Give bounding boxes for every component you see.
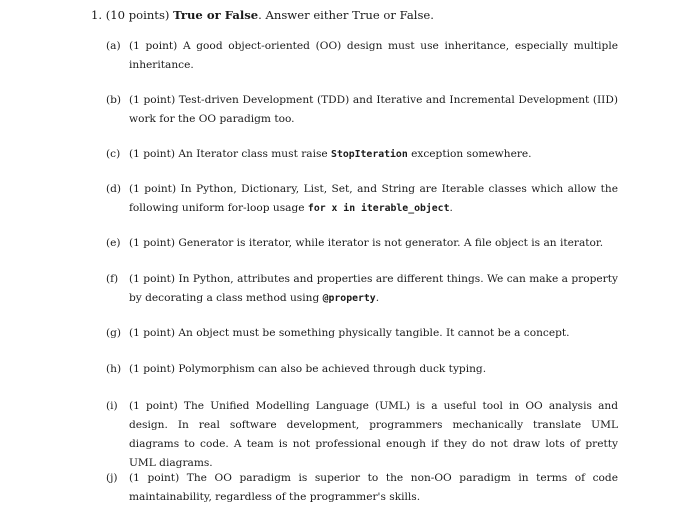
item-label: (j) <box>106 472 118 484</box>
question-title: True or False <box>173 8 259 22</box>
item-points: (1 point) <box>129 273 176 285</box>
item-text: A good object-oriented (OO) design must use inheritance, especially multiple inheritance. <box>129 40 618 71</box>
item-text-after: exception somewhere. <box>407 148 532 160</box>
item-points: (1 point) <box>129 183 177 195</box>
item-body <box>129 145 618 164</box>
item-points: (1 point) <box>129 472 180 484</box>
item-code: StopIteration <box>331 149 408 160</box>
item-text: The OO paradigm is superior to the non-OO paradigm in terms of code maintainability, regardless of the programmer's skills. <box>129 472 618 503</box>
item-code: @property <box>322 293 376 304</box>
item-i <box>106 397 618 473</box>
item-text-after: . <box>375 292 380 304</box>
question-header <box>91 7 434 23</box>
item-label: (c) <box>106 148 121 160</box>
question-number: 1. <box>91 8 103 22</box>
item-body <box>129 180 618 218</box>
item-points: (1 point) <box>129 148 176 160</box>
item-text-after: . <box>449 202 453 214</box>
item-points: (1 point) <box>129 40 178 52</box>
item-e <box>106 234 618 253</box>
item-a <box>106 37 618 75</box>
item-text: Generator is iterator, while iterator is not generator. A file object is an iterator. <box>178 237 604 249</box>
question-points: (10 points) <box>105 8 170 22</box>
item-body <box>129 324 618 343</box>
item-d <box>106 180 618 218</box>
item-text: In Python, Dictionary, List, Set, and String are Iterable classes which allow the following uniform for-loop usage <box>129 183 618 214</box>
item-f <box>106 270 618 308</box>
item-label: (d) <box>106 183 122 195</box>
item-c <box>106 145 618 164</box>
item-text: An Iterator class must raise <box>178 148 332 160</box>
item-code: for x in iterable_object <box>307 203 450 214</box>
item-body <box>129 469 618 507</box>
item-text: In Python, attributes and properties are different things. We can make a property by decorating a class method using <box>129 273 618 304</box>
item-points: (1 point) <box>129 237 176 249</box>
item-label: (f) <box>106 273 119 285</box>
item-label: (i) <box>106 400 118 412</box>
item-j <box>106 469 618 507</box>
question-instruction: . Answer either True or False. <box>258 8 434 22</box>
item-points: (1 point) <box>129 94 176 106</box>
item-body <box>129 234 618 253</box>
item-label: (h) <box>106 363 122 375</box>
item-label: (a) <box>106 40 121 52</box>
item-b <box>106 91 618 129</box>
item-label: (e) <box>106 237 121 249</box>
item-body <box>129 37 618 75</box>
item-points: (1 point) <box>129 327 176 339</box>
item-label: (b) <box>106 94 122 106</box>
item-label: (g) <box>106 327 122 339</box>
item-body <box>129 270 618 308</box>
item-text: The Unified Modelling Language (UML) is a useful tool in OO analysis and design. In real software development, programmers mechanically translate UML diagrams to code. A team is not professional enough if they do not draw lots of pretty UML diagrams. <box>129 400 618 469</box>
item-text: Test-driven Development (TDD) and Iterative and Incremental Development (IID) work for the OO paradigm too. <box>129 94 618 125</box>
item-h <box>106 360 618 379</box>
item-points: (1 point) <box>129 400 178 412</box>
item-body <box>129 360 618 379</box>
item-body <box>129 397 618 473</box>
item-text: Polymorphism can also be achieved through duck typing. <box>178 363 487 375</box>
item-points: (1 point) <box>129 363 176 375</box>
item-g <box>106 324 618 343</box>
item-body <box>129 91 618 129</box>
item-text: An object must be something physically tangible. It cannot be a concept. <box>178 327 570 339</box>
